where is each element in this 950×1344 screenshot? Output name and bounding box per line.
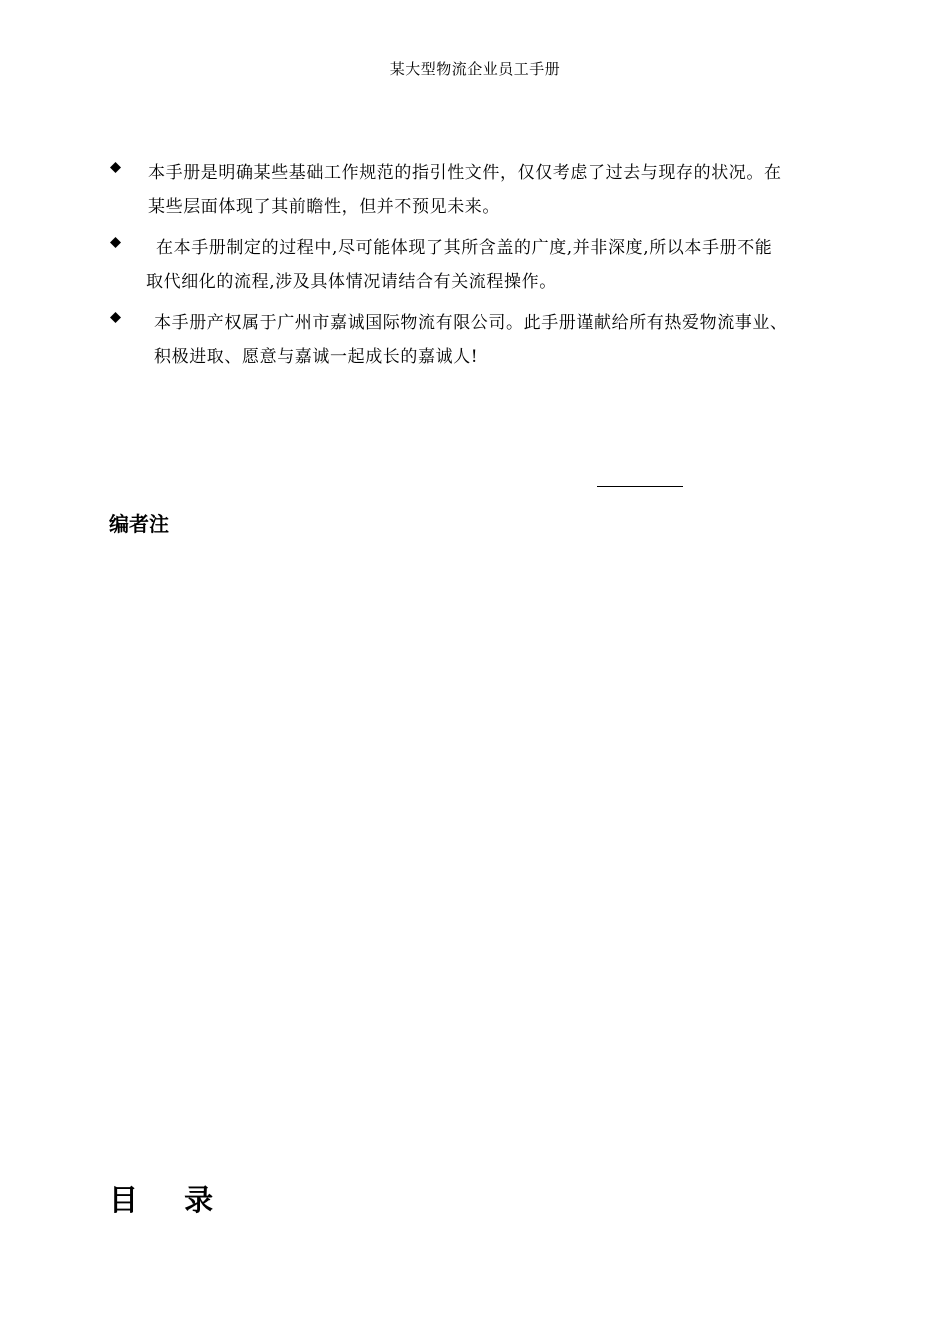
bullet-item: [108, 231, 868, 299]
bullet-text-line: 本手册是明确某些基础工作规范的指引性文件，仅仅考虑了过去与现存的状况。在: [148, 163, 782, 183]
page-header: 某大型物流企业员工手册: [389, 60, 561, 78]
bullet-text-line: 取代细化的流程,涉及具体情况请结合有关流程操作。: [146, 272, 557, 292]
diamond-bullet-icon: [110, 162, 121, 173]
diamond-bullet-icon: [110, 237, 121, 248]
bullet-item: [108, 306, 868, 374]
diamond-bullet-icon: [110, 312, 121, 323]
bullet-text: [148, 156, 868, 224]
bullet-text: [146, 231, 868, 299]
bullet-item: [108, 156, 868, 224]
bullet-text-line: 积极进取、愿意与嘉诚一起成长的嘉诚人!: [154, 347, 479, 367]
bullet-text-line: 在本手册制定的过程中,尽可能体现了其所含盖的广度,并非深度,所以本手册不能: [156, 238, 773, 258]
editor-note-heading: 编者注: [109, 512, 169, 536]
signature-rule: [597, 486, 683, 487]
toc-heading: 目 录: [109, 1183, 232, 1217]
bullet-text-line: 某些层面体现了其前瞻性，但并不预见未来。: [148, 197, 500, 217]
bullet-text-line: 本手册产权属于广州市嘉诚国际物流有限公司。此手册谨献给所有热爱物流事业、: [154, 313, 788, 333]
bullet-text: [154, 306, 868, 374]
